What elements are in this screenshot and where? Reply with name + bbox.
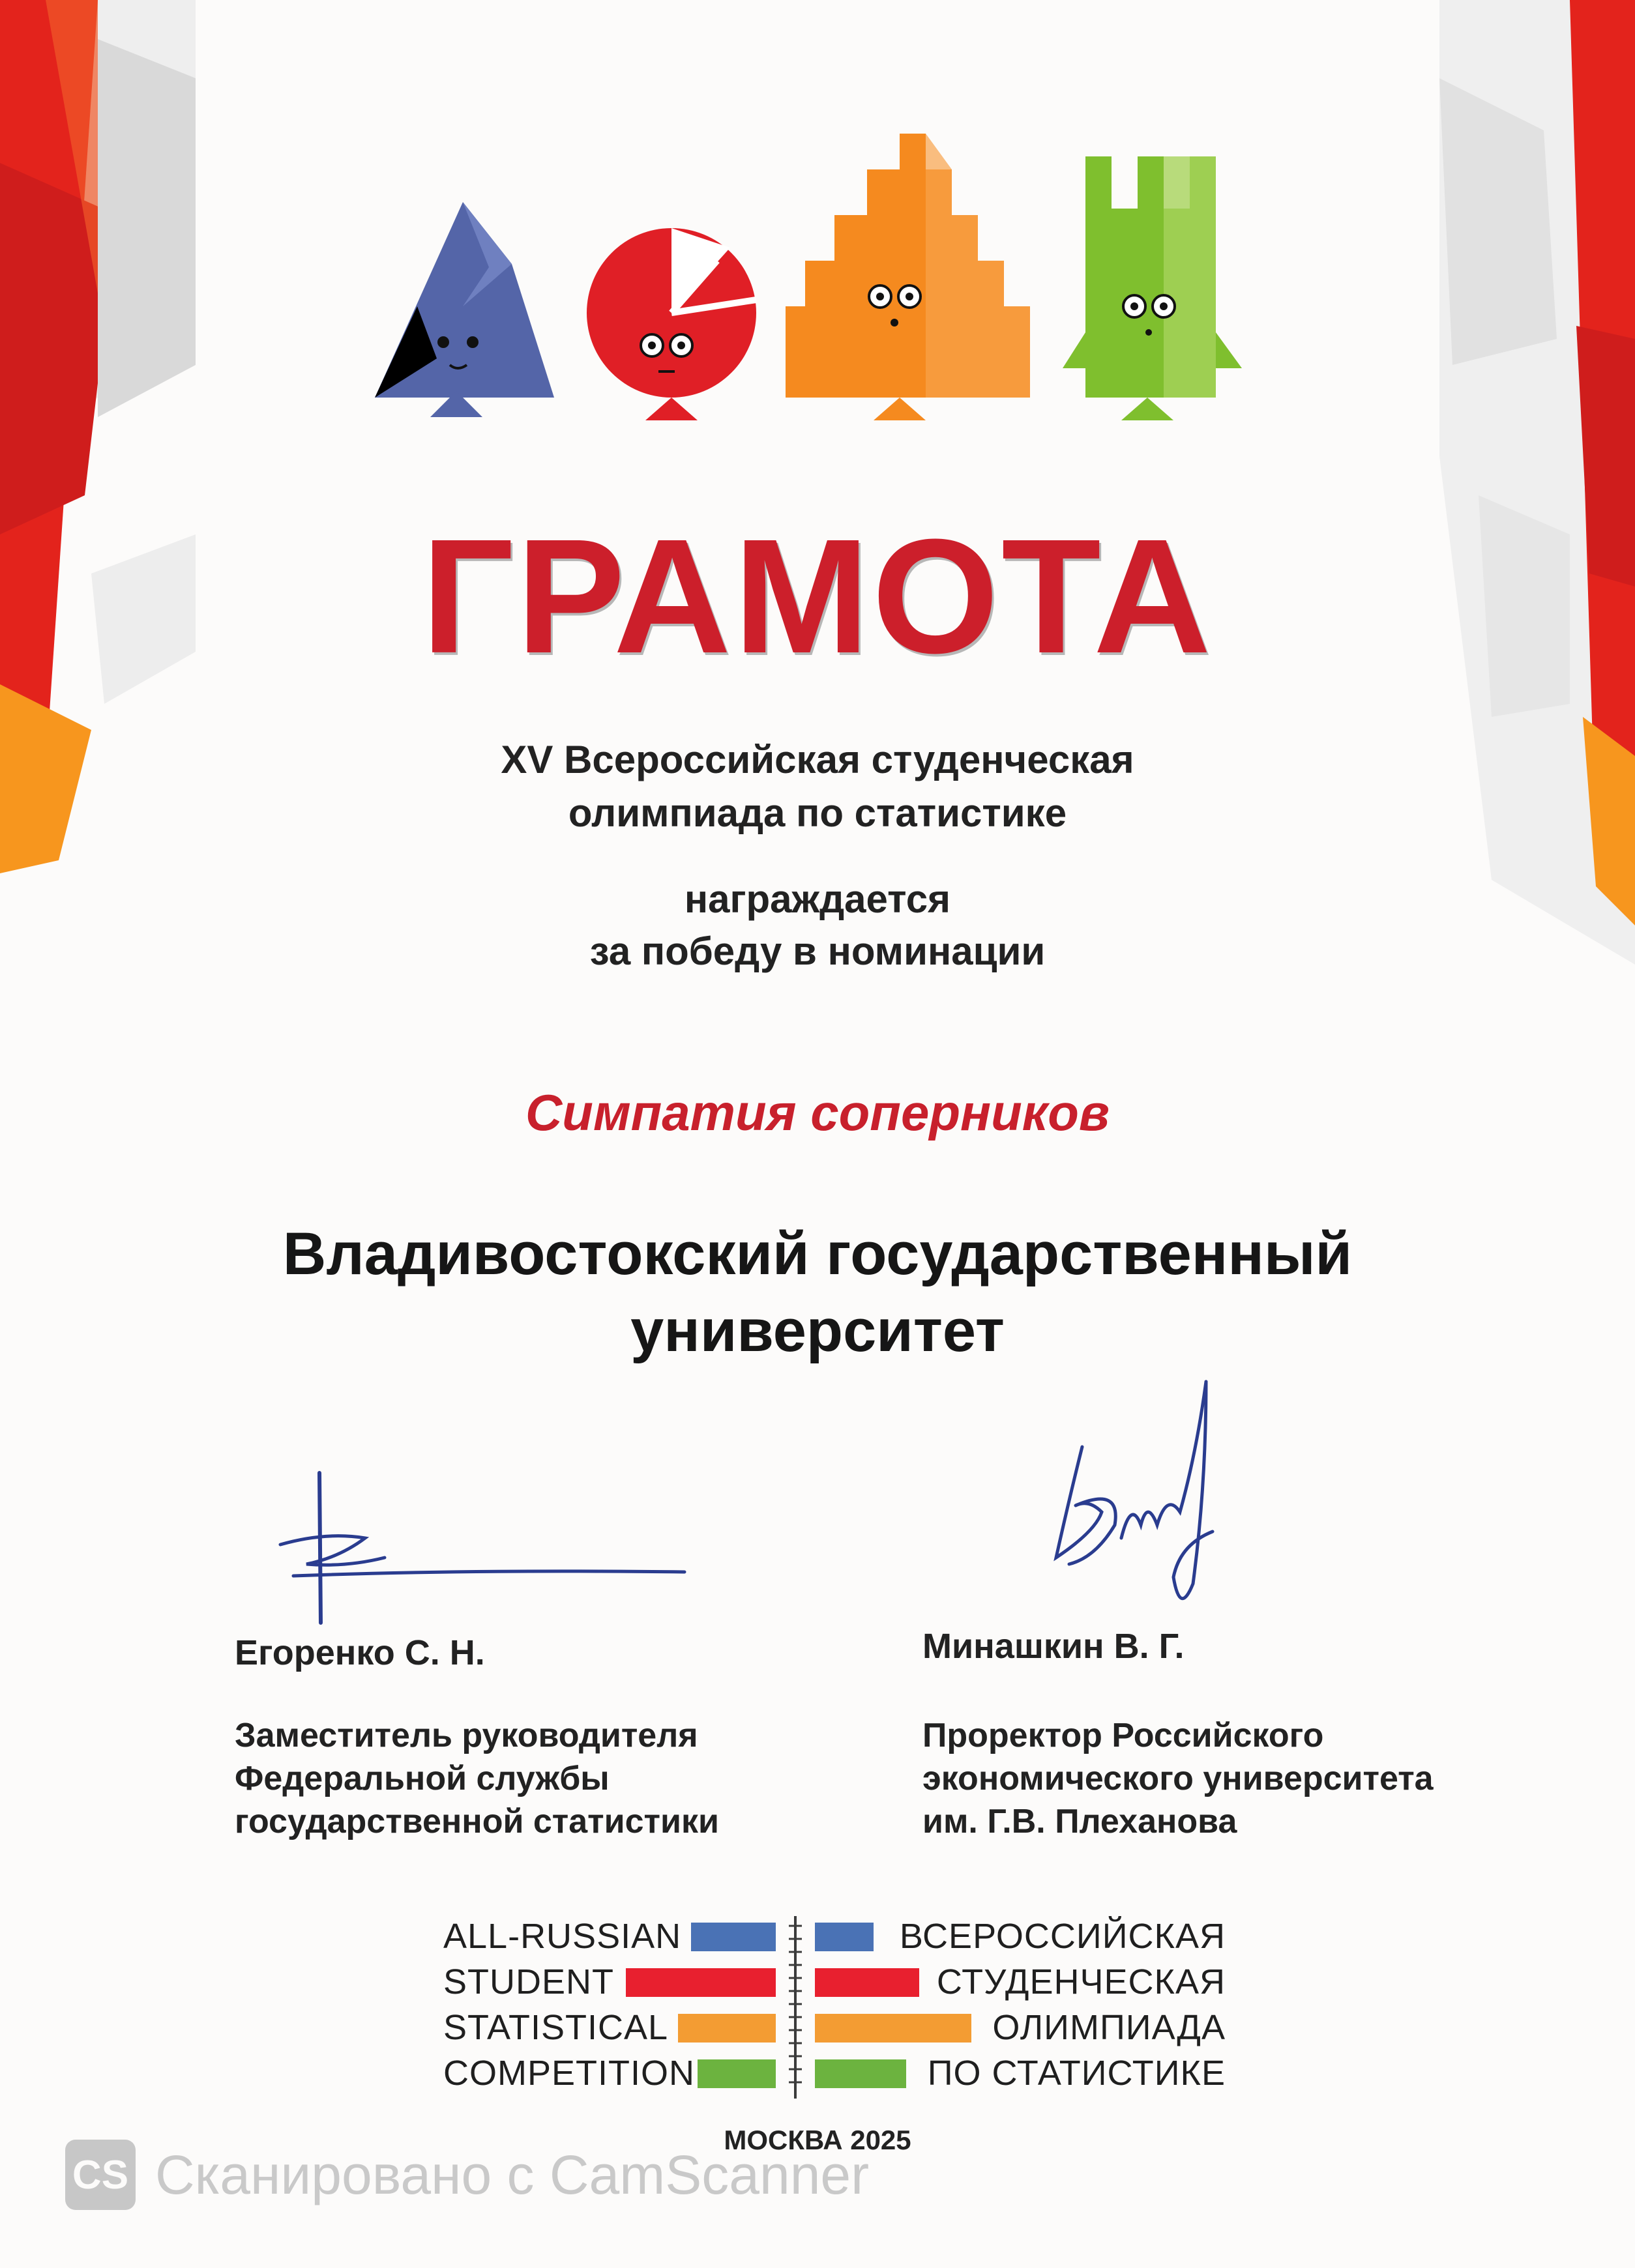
nomination-title: Симпатия соперников bbox=[525, 1084, 1110, 1141]
logo-bar-red-right bbox=[815, 1968, 919, 1997]
recipient-name-line-2: университет bbox=[630, 1298, 1005, 1364]
mountain-character-icon bbox=[375, 202, 554, 417]
signature-egorenko-icon bbox=[267, 1460, 698, 1629]
signer-1-name: Егоренко С. Н. bbox=[235, 1633, 485, 1672]
signature-minashkin-icon bbox=[1017, 1369, 1278, 1629]
signer-2-name: Минашкин В. Г. bbox=[922, 1627, 1185, 1666]
camscanner-watermark bbox=[65, 2139, 869, 2211]
signer-1-position-line-1: Заместитель руководителя bbox=[235, 1717, 698, 1754]
olympiad-name bbox=[0, 733, 1635, 840]
award-text bbox=[0, 873, 1635, 978]
logo-bar-blue-right bbox=[815, 1923, 874, 1951]
logo-text-ru-4: ПО СТАТИСТИКЕ bbox=[927, 2054, 1226, 2093]
logo-bar-green-right bbox=[815, 2059, 906, 2088]
olympiad-name-line-1: XV Всероссийская студенческая bbox=[501, 738, 1134, 781]
award-text-line-2: за победу в номинации bbox=[589, 929, 1046, 973]
pie-chart-character-icon bbox=[587, 228, 756, 420]
camscanner-logo-icon: CS bbox=[65, 2140, 136, 2210]
logo-bar-red-left bbox=[626, 1968, 776, 1997]
logo-bar-green-left bbox=[698, 2059, 776, 2088]
tower-character-icon bbox=[1063, 156, 1242, 420]
certificate-title: ГРАМОТА bbox=[421, 505, 1214, 687]
logo-text-ru-2: СТУДЕНЧЕСКАЯ bbox=[936, 1962, 1226, 2001]
signer-2-position-line-3: им. Г.В. Плеханова bbox=[922, 1803, 1237, 1840]
camscanner-watermark-text: Сканировано с CamScanner bbox=[155, 2144, 870, 2205]
award-text-line-1: награждается bbox=[684, 877, 951, 921]
olympiad-characters-illustration bbox=[352, 111, 1304, 450]
olympiad-name-line-2: олимпиада по статистике bbox=[568, 791, 1067, 835]
logo-bar-orange-left bbox=[678, 2014, 776, 2043]
recipient-name-line-1: Владивостокский государственный bbox=[282, 1221, 1353, 1287]
recipient-name bbox=[0, 1215, 1635, 1369]
signer-1-position-line-3: государственной статистики bbox=[235, 1803, 719, 1840]
logo-text-en-1: ALL-RUSSIAN bbox=[443, 1917, 682, 1956]
olympiad-logo bbox=[443, 1916, 1226, 2105]
logo-text-en-3: STATISTICAL bbox=[443, 2008, 669, 2047]
logo-text-en-2: STUDENT bbox=[443, 1962, 614, 2001]
city-year: МОСКВА 2025 bbox=[724, 2125, 911, 2155]
signer-1-position bbox=[235, 1714, 719, 1843]
logo-text-en-4: COMPETITION bbox=[443, 2054, 695, 2093]
signer-2-position-line-1: Проректор Российского bbox=[922, 1717, 1324, 1754]
logo-axis-icon bbox=[782, 1916, 808, 2099]
staircase-character-icon bbox=[786, 134, 1030, 420]
logo-bar-blue-left bbox=[691, 1923, 776, 1951]
signer-2-position-line-2: экономического университета bbox=[922, 1760, 1434, 1797]
logo-text-ru-3: ОЛИМПИАДА bbox=[992, 2008, 1226, 2047]
signer-2-position bbox=[922, 1714, 1434, 1843]
logo-bar-orange-right bbox=[815, 2014, 971, 2043]
logo-text-ru-1: ВСЕРОССИЙСКАЯ bbox=[899, 1917, 1226, 1956]
signer-1-position-line-2: Федеральной службы bbox=[235, 1760, 610, 1797]
